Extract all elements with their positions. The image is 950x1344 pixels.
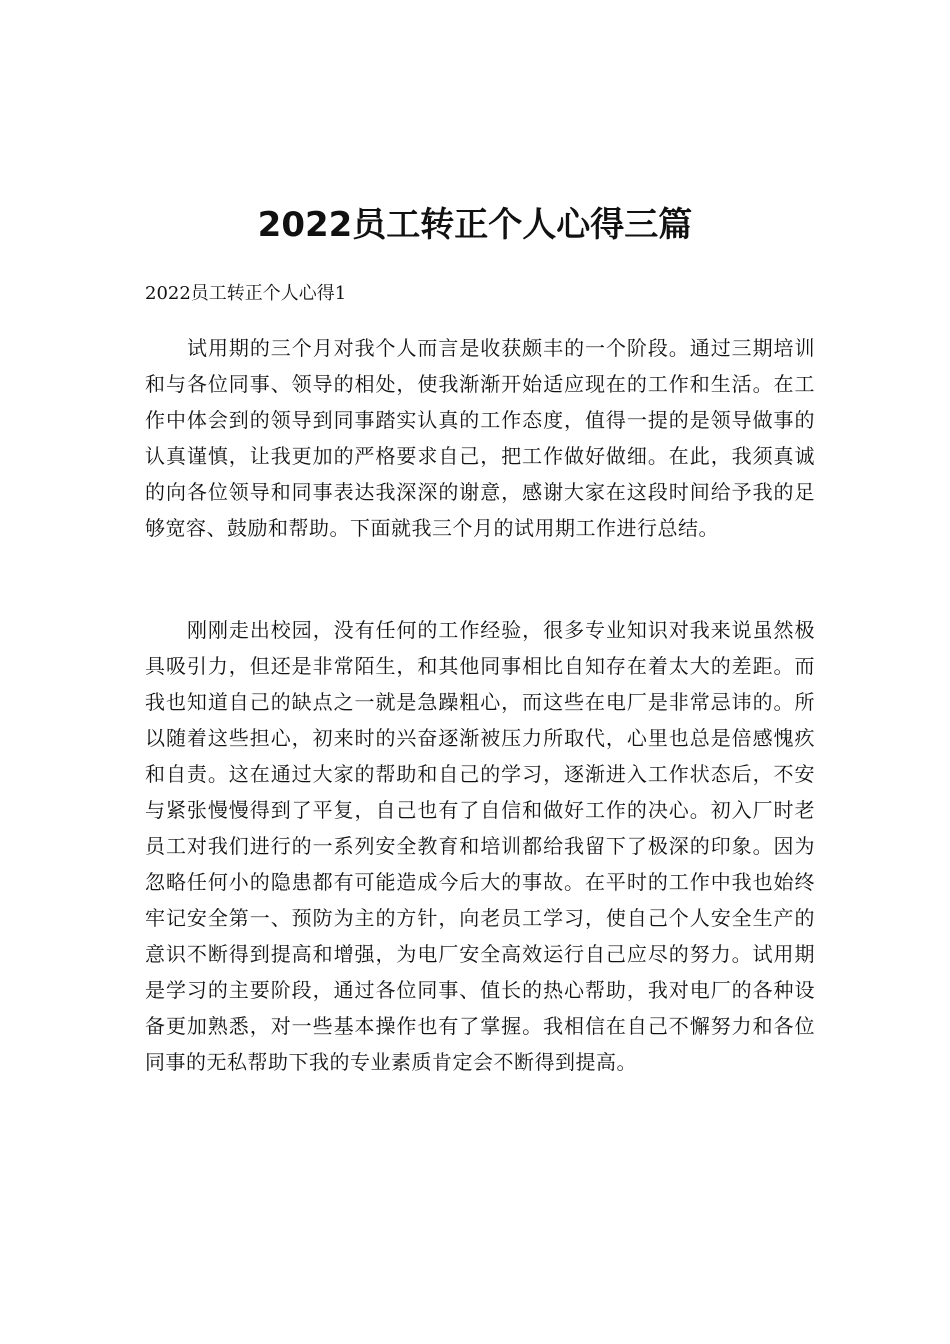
document-title: 2022员工转正个人心得三篇 [257,205,693,245]
body-paragraph-1: 试用期的三个月对我个人而言是收获颇丰的一个阶段。通过三期培训和与各位同事、领导的相处，使我渐渐开始适应现在的工作和生活。在工作中体会到的领导到同事踏实认真的工作态度，值得一提的是领导做事的认真谨慎，让我更加的严格要求自己，把工作做好做细。在此，我须真诚的向各位领导和同事表达我深深的谢意，感谢大家在这段时间给予我的足够宽容、鼓励和帮助。下面就我三个月的试用期工作进行总结。 [145,336,815,540]
section-heading: 2022员工转正个人心得1 [145,283,347,304]
body-paragraph-2: 刚刚走出校园，没有任何的工作经验，很多专业知识对我来说虽然极具吸引力，但还是非常陌生，和其他同事相比自知存在着太大的差距。而我也知道自己的缺点之一就是急躁粗心，而这些在电厂是非常忌讳的。所以随着这些担心，初来时的兴奋逐渐被压力所取代，心里也总是倍感愧疚和自责。这在通过大家的帮助和自己的学习，逐渐进入工作状态后，不安与紧张慢慢得到了平复，自己也有了自信和做好工作的决心。初入厂时老员工对我们进行的一系列安全教育和培训都给我留下了极深的印象。因为忽略任何小的隐患都有可能造成今后大的事故。在平时的工作中我也始终牢记安全第一、预防为主的方针，向老员工学习，使自己个人安全生产的意识不断得到提高和增强，为电厂安全高效运行自己应尽的努力。试用期是学习的主要阶段，通过各位同事、值长的热心帮助，我对电厂的各种设备更加熟悉，对一些基本操作也有了掌握。我相信在自己不懈努力和各位同事的无私帮助下我的专业素质肯定会不断得到提高。 [145,618,815,1074]
